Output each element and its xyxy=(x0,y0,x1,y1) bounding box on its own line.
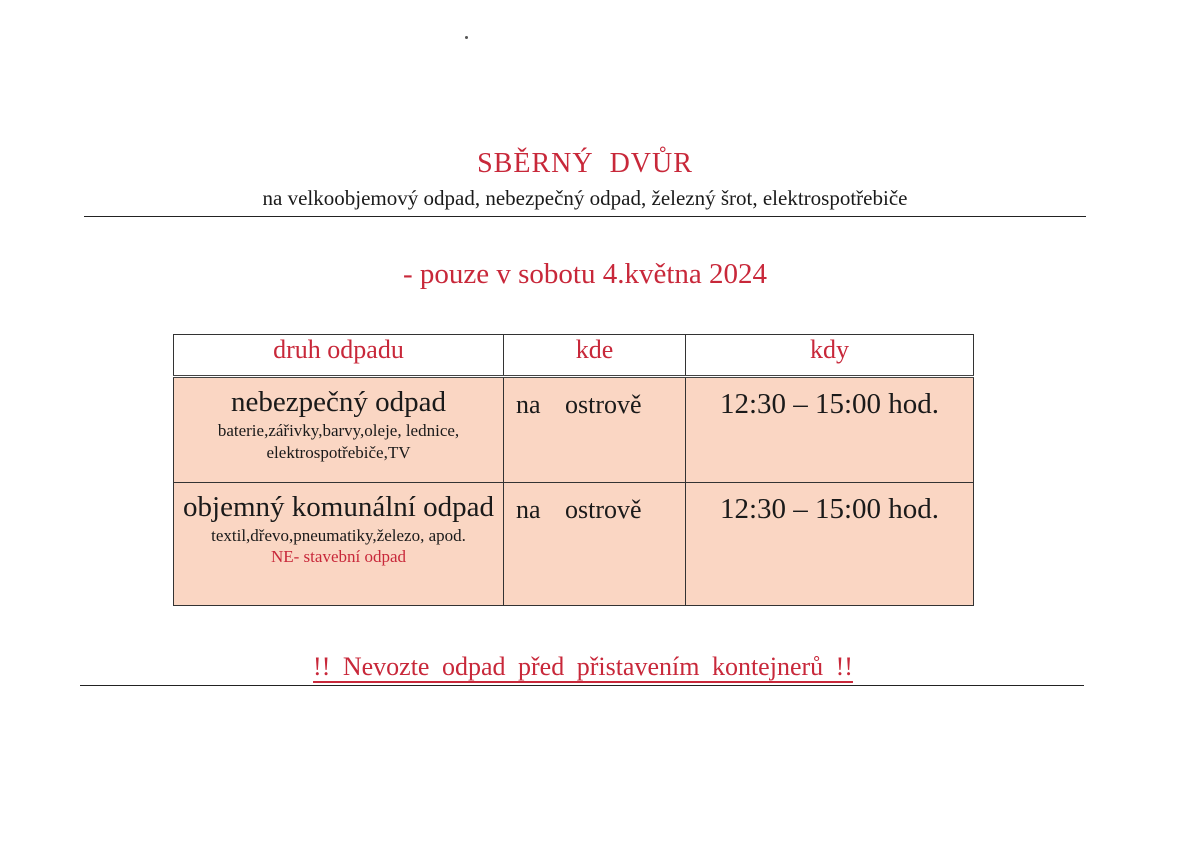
waste-type-cell xyxy=(174,377,504,483)
scan-speck xyxy=(465,36,468,39)
table-row xyxy=(174,377,974,483)
location-text: na ostrově xyxy=(516,495,642,524)
page-title: SBĚRNÝ DVŮR xyxy=(477,148,693,179)
waste-type: objemný komunální odpad xyxy=(183,491,494,523)
waste-detail: baterie,zářivky,barvy,oleje, lednice, xyxy=(217,421,460,440)
table-header-row xyxy=(174,335,974,377)
when-cell xyxy=(686,483,974,606)
waste-exclusion-note: NE- stavební odpad xyxy=(270,547,407,566)
header-waste-type: druh odpadu xyxy=(174,335,504,377)
where-cell xyxy=(504,483,686,606)
bottom-divider xyxy=(80,685,1084,686)
header-where: kde xyxy=(504,335,686,377)
when-cell xyxy=(686,377,974,483)
date-notice: - pouze v sobotu 4.května 2024 xyxy=(402,258,768,290)
waste-detail: elektrospotřebiče,TV xyxy=(266,443,411,462)
warning-notice: !! Nevozte odpad před přistavením kontejnerů !! xyxy=(313,652,853,681)
waste-type-cell xyxy=(174,483,504,606)
where-cell xyxy=(504,377,686,483)
table-row xyxy=(174,483,974,606)
waste-type: nebezpečný odpad xyxy=(231,386,446,418)
location-text: na ostrově xyxy=(516,390,642,419)
schedule-table xyxy=(173,334,974,606)
header-when: kdy xyxy=(686,335,974,377)
time-text: 12:30 – 15:00 hod. xyxy=(719,493,940,525)
time-text: 12:30 – 15:00 hod. xyxy=(719,388,940,420)
page-subtitle: na velkoobjemový odpad, nebezpečný odpad, železný šrot, elektrospotřebiče xyxy=(262,186,908,210)
top-divider xyxy=(84,216,1086,217)
waste-detail: textil,dřevo,pneumatiky,železo, apod. xyxy=(211,526,466,545)
